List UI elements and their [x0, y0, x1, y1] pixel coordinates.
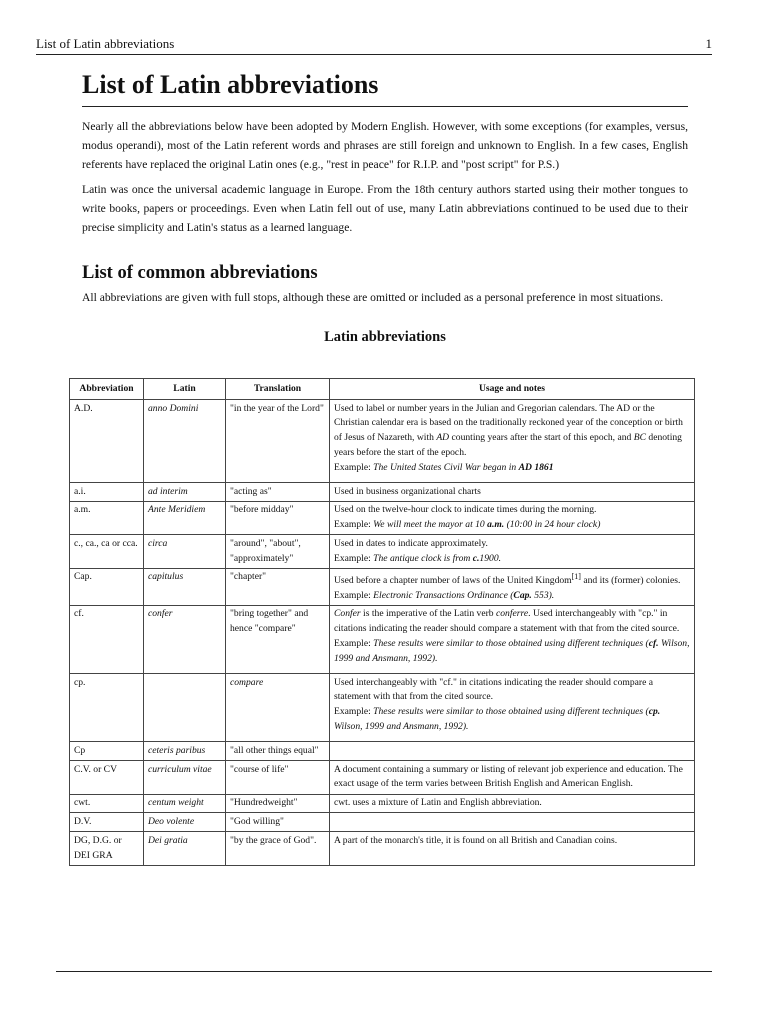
table-row [70, 794, 695, 813]
abbr-cell: a.m. [70, 501, 144, 535]
table-row [70, 832, 695, 866]
footnote-ref-link[interactable]: [1] [571, 571, 581, 581]
column-header-translation: Translation [226, 379, 330, 400]
example-text: These results were similar to those obtained using different techniques ( [373, 638, 649, 650]
translation-cell: "acting as" [226, 482, 330, 501]
notes-cell [330, 535, 695, 569]
table-row [70, 674, 695, 742]
page-title: List of Latin abbreviations [82, 70, 688, 107]
abbreviations-table [69, 378, 695, 866]
latin-cell [144, 674, 226, 742]
example-text: We will meet the mayor at 10 [373, 519, 488, 531]
example-label: Example: [334, 461, 374, 473]
notes-cell [330, 568, 695, 605]
notes-cell: A document containing a summary or listing of relevant job experience and education. The exact usage of the term varies between British English and American English. [330, 761, 695, 795]
footer-rule [56, 971, 712, 972]
abbr-cell: D.V. [70, 813, 144, 832]
abbr-cell: cf. [70, 605, 144, 673]
table-row [70, 482, 695, 501]
notes-emphasis: conferre [496, 608, 529, 620]
example-label: Example: [334, 706, 374, 718]
abbr-cell: A.D. [70, 399, 144, 482]
notes-cell [330, 742, 695, 761]
table-caption: Latin abbreviations [324, 329, 446, 345]
table-row [70, 568, 695, 605]
example-label: Example: [334, 589, 374, 601]
notes-emphasis: AD [436, 432, 450, 444]
translation-cell: "in the year of the Lord" [226, 399, 330, 482]
column-header-latin: Latin [144, 379, 226, 400]
notes-cell: Used in business organizational charts [330, 482, 695, 501]
notes-text: counting years after the start of this epoch, and [449, 432, 634, 444]
section-paragraph: All abbreviations are given with full stops, although these are omitted or included as a personal preference in most situations. [82, 291, 664, 304]
abbr-cell: DG, D.G. or DEI GRA [70, 832, 144, 866]
translation-cell: "bring together" and hence "compare" [226, 605, 330, 673]
latin-cell: Ante Meridiem [144, 501, 226, 535]
latin-cell: Deo volente [144, 813, 226, 832]
example-emphasis: a.m. [487, 519, 505, 531]
example-text: These results were similar to those obtained using different techniques ( [373, 706, 649, 718]
latin-cell: ad interim [144, 482, 226, 501]
translation-cell: "Hundredweight" [226, 794, 330, 813]
notes-cell [330, 813, 695, 832]
latin-cell: capitulus [144, 568, 226, 605]
table-row [70, 501, 695, 535]
example-emphasis: Cap. [513, 589, 532, 601]
notes-text: denoting years before the start of the epoch. [334, 432, 682, 458]
running-header [36, 36, 712, 55]
translation-cell: compare [226, 674, 330, 742]
example-label: Example: [334, 552, 374, 564]
intro-paragraph-1: Nearly all the abbreviations below have been adopted by Modern English. However, with some exceptions (for examples, versus, modus operandi), most of the Latin referent words and phrases are still foreign and unknown to English. In a few cases, English referents have replaced the original Latin ones (e.g., "rest in peace" for R.I.P. and "post script" for P.S.) [82, 120, 688, 171]
latin-cell: ceteris paribus [144, 742, 226, 761]
notes-cell [330, 674, 695, 742]
table-row [70, 761, 695, 795]
notes-text: Used in dates to indicate approximately. [334, 537, 488, 549]
notes-emphasis: Confer [334, 608, 361, 620]
abbr-cell: a.i. [70, 482, 144, 501]
example-label: Example: [334, 638, 374, 650]
article [82, 70, 688, 356]
table-row [70, 535, 695, 569]
notes-text: Used before a chapter number of laws of the United Kingdom [334, 574, 572, 586]
column-header-usage: Usage and notes [330, 379, 695, 400]
intro-paragraph-2: Latin was once the universal academic language in Europe. From the 18th century authors started using their mother tongues to write books, papers or proceedings. Even when Latin fell out of use, many Latin abbreviations continued to be used due to their precise simplicity and Latin's status as a learned language. [82, 183, 688, 234]
translation-cell: "course of life" [226, 761, 330, 795]
section-heading: List of common abbreviations [82, 263, 318, 283]
abbr-cell: Cp [70, 742, 144, 761]
notes-cell: A part of the monarch's title, it is found on all British and Canadian coins. [330, 832, 695, 866]
translation-cell: "all other things equal" [226, 742, 330, 761]
example-text: 1900. [479, 552, 502, 564]
latin-cell: confer [144, 605, 226, 673]
latin-cell: Dei gratia [144, 832, 226, 866]
running-header-title: List of Latin abbreviations [36, 36, 175, 51]
notes-cell [330, 399, 695, 482]
notes-text: Used interchangeably with "cf." in citations indicating the reader should compare a statement with that from the cited source. [334, 676, 653, 703]
example-text: Wilson, 1999 and Ansmann, 1992). [334, 638, 690, 664]
notes-emphasis: BC [633, 432, 646, 444]
example-text: The United States Civil War began in [373, 461, 519, 473]
abbr-cell: C.V. or CV [70, 761, 144, 795]
translation-cell: "by the grace of God". [226, 832, 330, 866]
latin-cell: anno Domini [144, 399, 226, 482]
abbr-cell: cp. [70, 674, 144, 742]
example-text: (10:00 in 24 hour clock) [504, 519, 601, 531]
notes-text: is the imperative of the Latin verb [360, 608, 496, 620]
translation-cell: "around", "about", "approximately" [226, 535, 330, 569]
notes-text: Used to label or number years in the Julian and Gregorian calendars. The AD or the Christian calendar era is based on the traditionally reckoned year of the conception or birth of Jesus of Nazareth, with [334, 402, 683, 444]
page-number: 1 [705, 36, 712, 51]
example-text: The antique clock is from [373, 552, 473, 564]
example-text: Electronic Transactions Ordinance ( [373, 589, 514, 601]
example-text: Wilson, 1999 and Ansmann, 1992). [334, 721, 469, 733]
notes-text: . Used interchangeably with "cp." in citations indicating the reader should compare a statement with that from the cited source. [334, 608, 680, 635]
table-row [70, 399, 695, 482]
translation-cell: "God willing" [226, 813, 330, 832]
latin-cell: circa [144, 535, 226, 569]
example-emphasis: cf. [648, 638, 659, 650]
notes-text: Used on the twelve-hour clock to indicate times during the morning. [334, 504, 597, 516]
notes-cell: cwt. uses a mixture of Latin and English abbreviation. [330, 794, 695, 813]
translation-cell: "before midday" [226, 501, 330, 535]
notes-text: and its (former) colonies. [580, 574, 681, 586]
latin-cell: curriculum vitae [144, 761, 226, 795]
abbr-cell: cwt. [70, 794, 144, 813]
example-text: 553). [531, 589, 555, 601]
example-emphasis: c. [472, 552, 480, 564]
example-emphasis: cp. [648, 706, 661, 718]
table-row [70, 742, 695, 761]
table-header-row [70, 379, 695, 400]
notes-cell [330, 605, 695, 673]
latin-cell: centum weight [144, 794, 226, 813]
column-header-abbreviation: Abbreviation [70, 379, 144, 400]
abbr-cell: c., ca., ca or cca. [70, 535, 144, 569]
table-row [70, 605, 695, 673]
abbr-cell: Cap. [70, 568, 144, 605]
table-row [70, 813, 695, 832]
notes-cell [330, 501, 695, 535]
translation-cell: "chapter" [226, 568, 330, 605]
example-emphasis: AD 1861 [518, 461, 554, 473]
example-label: Example: [334, 519, 374, 531]
